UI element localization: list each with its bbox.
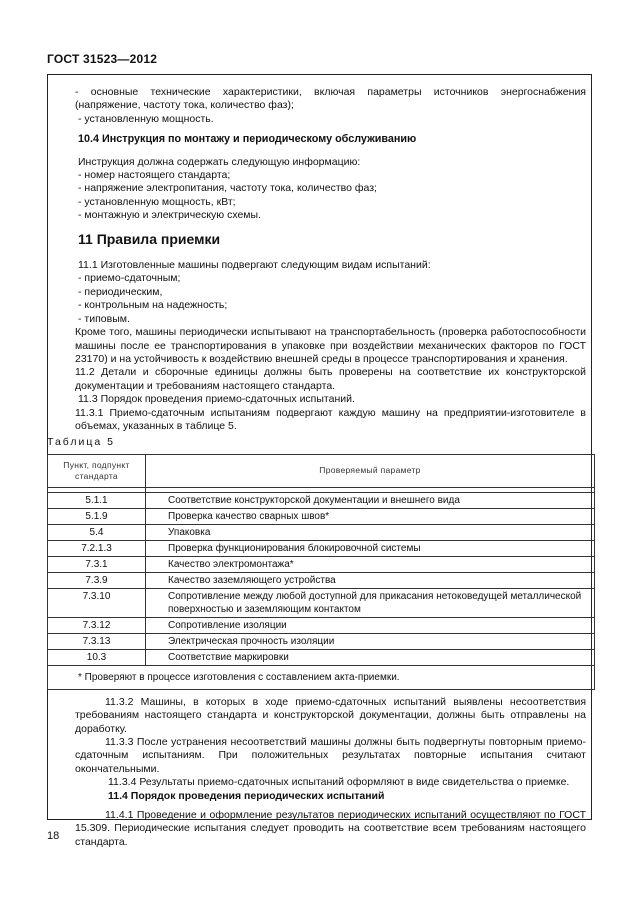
table-row bbox=[48, 617, 595, 633]
row-clause: 7.3.9 bbox=[48, 572, 146, 588]
table-footnote: * Проверяют в процессе изготовления с составлением акта-приемки. bbox=[48, 665, 595, 689]
row-clause: 5.1.9 bbox=[48, 508, 146, 524]
row-clause: 7.3.1 bbox=[48, 556, 146, 572]
row-clause: 7.3.12 bbox=[48, 617, 146, 633]
row-clause: 7.2.1.3 bbox=[48, 540, 146, 556]
table-row bbox=[48, 572, 595, 588]
test-type-1: - приемо-сдаточным; bbox=[78, 272, 181, 285]
row-clause: 7.3.10 bbox=[48, 588, 146, 617]
header-clause: Пункт, подпункт стандарта bbox=[48, 454, 146, 487]
row-param: Упаковка bbox=[146, 524, 595, 540]
row-param: Проверка функционирования блокировочной системы bbox=[146, 540, 595, 556]
row-clause: 10.3 bbox=[48, 649, 146, 665]
table-row bbox=[48, 588, 595, 617]
para-transport: Кроме того, машины периодически испытывают на транспортабельность (проверка работоспособности машины после ее транспортирования в упаковке при воздействии механических факторов по ГОСТ 23170) и на устойчивость к воздействию внешней среды в процессе транспортирования и хранения. bbox=[75, 326, 586, 365]
para-11-3-1: 11.3.1 Приемо-сдаточным испытаниям подвергают каждую машину на предприятии-изготовителе в объемах, указанных в таблице 5. bbox=[75, 406, 586, 432]
table-5-caption: Таблица 5 bbox=[47, 436, 115, 449]
row-param: Сопротивление между любой доступной для прикасания нетоковедущей металлической поверхностью и заземляющим контактом bbox=[146, 588, 595, 617]
row-param: Соответствие маркировки bbox=[146, 649, 595, 665]
table-row bbox=[48, 524, 595, 540]
top-line-2: - установленную мощность. bbox=[78, 112, 214, 125]
table-row bbox=[48, 633, 595, 649]
section-11-title: 11 Правила приемки bbox=[78, 230, 221, 247]
row-clause: 7.3.13 bbox=[48, 633, 146, 649]
test-type-2: - периодическим, bbox=[78, 285, 163, 298]
section-10-4-line-5: - монтажную и электрическую схемы. bbox=[78, 209, 261, 222]
document-header: ГОСТ 31523—2012 bbox=[47, 52, 158, 66]
header-parameter: Проверяемый параметр bbox=[146, 454, 595, 487]
section-11-4-title: 11.4 Порядок проведения периодических испытаний bbox=[108, 789, 385, 802]
table-row bbox=[48, 492, 595, 508]
row-param: Соответствие конструкторской документации и внешнего вида bbox=[146, 492, 595, 508]
table-row bbox=[48, 540, 595, 556]
table-row bbox=[48, 649, 595, 665]
row-clause: 5.4 bbox=[48, 524, 146, 540]
para-11-2: 11.2 Детали и сборочные единицы должны быть проверены на соответствие их конструкторской документации и требованиям настоящего стандарта. bbox=[75, 366, 586, 392]
para-11-3-3: 11.3.3 После устранения несоответствий машины должны быть подвергнуты повторным приемо-сдаточным испытаниям. При положительных результатах повторные испытания считают окончательными. bbox=[75, 735, 586, 775]
para-11-3-4: 11.3.4 Результаты приемо-сдаточных испытаний оформляют в виде свидетельства о приемке. bbox=[108, 776, 570, 789]
top-line-1: - основные технические характеристики, включая параметры источников энергоснабжения (напряжение, частоту тока, количество фаз); bbox=[75, 86, 586, 112]
section-10-4-line-1: Инструкция должна содержать следующую информацию: bbox=[78, 155, 361, 168]
test-type-3: - контрольным на надежность; bbox=[78, 299, 228, 312]
row-param: Электрическая прочность изоляции bbox=[146, 633, 595, 649]
test-type-4: - типовым. bbox=[78, 312, 130, 325]
section-10-4-title: 10.4 Инструкция по монтажу и периодическому обслуживанию bbox=[78, 133, 417, 146]
row-param: Качество электромонтажа* bbox=[146, 556, 595, 572]
section-10-4-line-4: - установленную мощность, кВт; bbox=[78, 195, 236, 208]
table-row bbox=[48, 556, 595, 572]
para-11-1: 11.1 Изготовленные машины подвергают следующим видам испытаний: bbox=[78, 259, 431, 272]
para-11-3: 11.3 Порядок проведения приемо-сдаточных испытаний. bbox=[78, 393, 355, 406]
table-header-row bbox=[48, 454, 595, 487]
page-number: 18 bbox=[47, 830, 60, 842]
para-11-4-1: 11.4.1 Проведение и оформление результатов периодических испытаний осуществляют по ГОСТ 15.309. Периодические испытания следует проводить на соответствие всем требованиям настоящего стандарта. bbox=[75, 809, 586, 848]
section-10-4-line-2: - номер настоящего стандарта; bbox=[78, 169, 231, 182]
table-5 bbox=[47, 454, 595, 690]
row-param: Сопротивление изоляции bbox=[146, 617, 595, 633]
row-param: Качество заземляющего устройства bbox=[146, 572, 595, 588]
para-11-3-2: 11.3.2 Машины, в которых в ходе приемо-сдаточных испытаний выявлены несоответствия требованиям настоящего стандарта и конструкторской документации, должны быть отправлены на доработку. bbox=[75, 695, 586, 735]
row-clause: 5.1.1 bbox=[48, 492, 146, 508]
table-footnote-row bbox=[48, 665, 595, 689]
section-10-4-line-3: - напряжение электропитания, частоту тока, количество фаз; bbox=[78, 182, 377, 195]
table-row bbox=[48, 508, 595, 524]
row-param: Проверка качество сварных швов* bbox=[146, 508, 595, 524]
